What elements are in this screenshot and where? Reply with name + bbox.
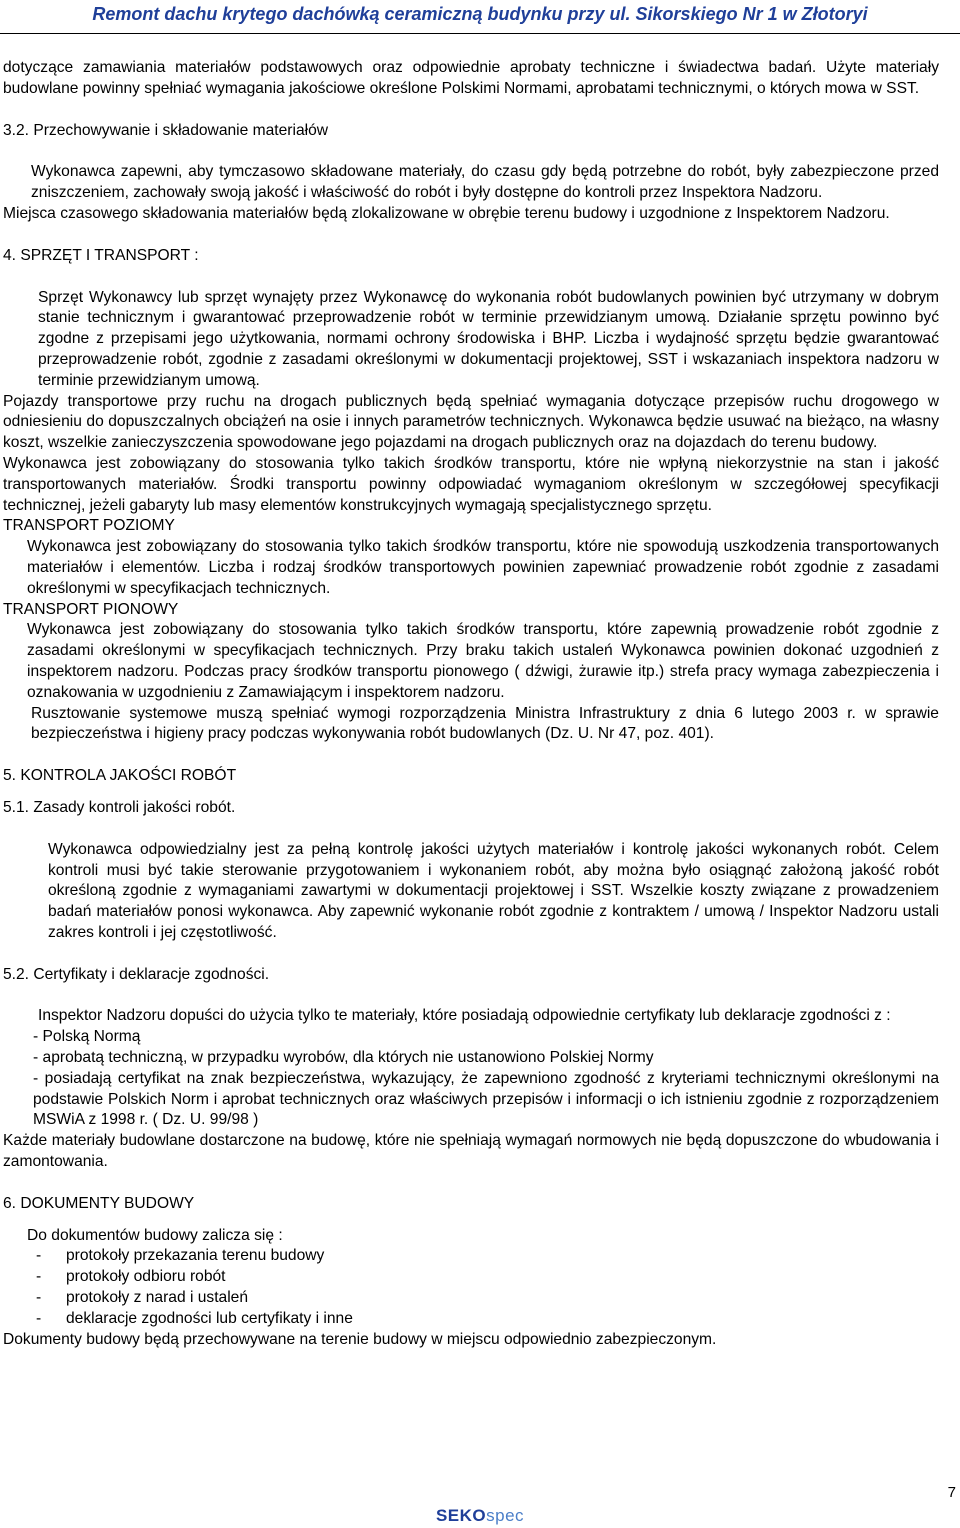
header-divider <box>0 33 960 34</box>
footer-logo <box>0 1506 960 1526</box>
list-item: - Polską Normą <box>33 1028 141 1046</box>
subheading-transport-pionowy: TRANSPORT PIONOWY <box>3 600 179 618</box>
list-item-text: protokoły odbioru robót <box>66 1268 226 1286</box>
section-heading-5-2: 5.2. Certyfikaty i deklaracje zgodności. <box>3 965 270 983</box>
logo-text-spec: spec <box>486 1506 525 1525</box>
document-body <box>3 58 939 1350</box>
page-number: 7 <box>947 1484 956 1501</box>
paragraph: Wykonawca jest zobowiązany do stosowania tylko takich środków transportu, które nie spowodują uszkodzenia transportowanych materiałów i elementów. Liczba i rodzaj środków transportowych powinien zapewniać prowadzenie robót zgodnie z zasadami określonymi w specyfikacjach technicznych. <box>27 538 939 597</box>
dash-marker: - <box>36 1268 42 1286</box>
section-heading-4: 4. SPRZĘT I TRANSPORT : <box>3 246 199 264</box>
paragraph: Pojazdy transportowe przy ruchu na drogach publicznych będą spełniać wymagania dotyczące przepisów ruchu drogowego w odniesieniu do dopuszczalnych obciążeń na osie i innych parametrów technicznych. Wykonawca będzie usuwać na bieżąco, na własny koszt, wszelkie zanieczyszczenia spowodowane jego pojazdami na drogach publicznych oraz na dojazdach do terenu budowy. <box>3 392 939 452</box>
list-item <box>3 1309 939 1330</box>
paragraph: Sprzęt Wykonawcy lub sprzęt wynajęty przez Wykonawcę do wykonania robót budowlanych powinien być utrzymany w dobrym stanie technicznym i gwarantować przeprowadzenie robót w terminie przewidzianym umową. Działanie sprzętu powinno być zgodne z przepisami jego użytkowania, normami ochrony środowiska i BHP. Liczba i wydajność sprzętu będzie gwarantować przeprowadzenie robót, zgodnie z zasadami określonymi w dokumentacji projektowej, SST i wskazaniach inspektora nadzoru w terminie przewidzianym umową. <box>38 288 939 389</box>
list-item <box>3 1288 939 1309</box>
paragraph: Wykonawca zapewni, aby tymczasowo składowane materiały, do czasu gdy będą potrzebne do robót, były zabezpieczone przed zniszczeniem, zachowały swoją jakość i właściwość do robót i były dostępne do kontroli przez Inspektora Nadzoru. <box>31 163 939 202</box>
dash-marker: - <box>36 1289 42 1307</box>
list-item <box>3 1246 939 1267</box>
paragraph: Inspektor Nadzoru dopuści do użycia tylko te materiały, które posiadają odpowiednie certyfikaty lub deklaracje zgodności z : <box>38 1007 891 1025</box>
certificate-list <box>3 1027 939 1131</box>
section-heading-6: 6. DOKUMENTY BUDOWY <box>3 1194 195 1212</box>
list-item <box>3 1267 939 1288</box>
paragraph: Wykonawca odpowiedzialny jest za pełną kontrolę jakości użytych materiałów i kontrolę jakości wykonanych robót. Celem kontroli musi być takie sterowanie przygotowaniem i wykonaniem robót, aby można było osiągnąć założoną jakość robót określoną zgodnie z wymaganiami zawartymi w dokumentacji projektowej i SST. Wszelkie koszty związane z prowadzeniem badań materiałów ponosi wykonawca. Aby zapewnić wykonanie robót zgodnie z kontraktem / umową / Inspektor Nadzoru ustali zakres kontroli i jej częstotliwość. <box>48 840 939 941</box>
subheading-transport-poziomy: TRANSPORT POZIOMY <box>3 517 175 535</box>
logo-text-seko: SEKO <box>435 1506 487 1525</box>
paragraph: Wykonawca jest zobowiązany do stosowania tylko takich środków transportu, które zapewnią prowadzenie robót zgodnie z zasadami określonymi w specyfikacjach technicznych. Przy braku takich ustaleń Wykonawca powinien dokonać uzgodnień z inspektorem nadzoru. Podczas pracy środków transportu pionowego ( dźwigi, żurawie itp.) strefa pracy wymaga zabezpieczenia i oznakowania w uzgodnieniu z Zamawiającym i inspektorem nadzoru. <box>27 621 939 701</box>
section-heading-3-2: 3.2. Przechowywanie i składowanie materiałów <box>3 121 329 139</box>
list-item: - aprobatą techniczną, w przypadku wyrobów, dla których nie ustanowiono Polskiej Normy <box>33 1049 654 1067</box>
paragraph: Każde materiały budowlane dostarczone na budowę, które nie spełniają wymagań normowych nie będą dopuszczone do wbudowania i zamontowania. <box>3 1132 939 1171</box>
paragraph: Rusztowanie systemowe muszą spełniać wymogi rozporządzenia Ministra Infrastruktury z dnia 6 lutego 2003 r. w sprawie bezpieczeństwa i higieny pracy podczas wykonywania robót budowlanych (Dz. U. Nr 47, poz. 401). <box>31 704 939 743</box>
list-item-text: deklaracje zgodności lub certyfikaty i inne <box>66 1309 353 1327</box>
section-heading-5-1: 5.1. Zasady kontroli jakości robót. <box>3 798 236 816</box>
list-item-text: protokoły z narad i ustaleń <box>66 1289 249 1307</box>
paragraph: Miejsca czasowego składowania materiałów będą zlokalizowane w obrębie terenu budowy i uzgodnione z Inspektorem Nadzoru. <box>3 204 890 222</box>
section-heading-5: 5. KONTROLA JAKOŚCI ROBÓT <box>3 767 237 785</box>
paragraph: dotyczące zamawiania materiałów podstawowych oraz odpowiednie aprobaty techniczne i świadectwa badań. Użyte materiały budowlane powinny spełniać wymagania jakościowe określone Polskimi Normami, aprobatami technicznymi, o których mowa w SST. <box>3 59 939 97</box>
list-item: - posiadają certyfikat na znak bezpieczeństwa, wykazujący, że zapewniono zgodność z kryteriami technicznymi określonymi na podstawie Polskich Norm i aprobat technicznych oraz właściwych przepisów i informacji o ich istnieniu zgodnie z rozporządzeniem MSWiA z 1998 r. ( Dz. U. 99/98 ) <box>33 1069 939 1129</box>
paragraph: Dokumenty budowy będą przechowywane na terenie budowy w miejscu odpowiednio zabezpieczonym. <box>3 1330 717 1348</box>
paragraph: Do dokumentów budowy zalicza się : <box>27 1226 283 1244</box>
dash-marker: - <box>36 1247 42 1265</box>
paragraph: Wykonawca jest zobowiązany do stosowania tylko takich środków transportu, które nie wpłyną niekorzystnie na stan i jakość transportowanych materiałów. Środki transportu powinny odpowiadać wymaganiom określonym w szczegółowej specyfikacji technicznej, jeżeli gabaryty lub masy elementów konstrukcyjnych wymagają specjalistycznego sprzętu. <box>3 454 939 514</box>
list-item-text: protokoły przekazania terenu budowy <box>66 1247 325 1265</box>
documents-list <box>3 1246 939 1329</box>
page-header-title: Remont dachu krytego dachówką ceramiczną budynku przy ul. Sikorskiego Nr 1 w Złotoryi <box>92 4 868 24</box>
dash-marker: - <box>36 1309 42 1327</box>
